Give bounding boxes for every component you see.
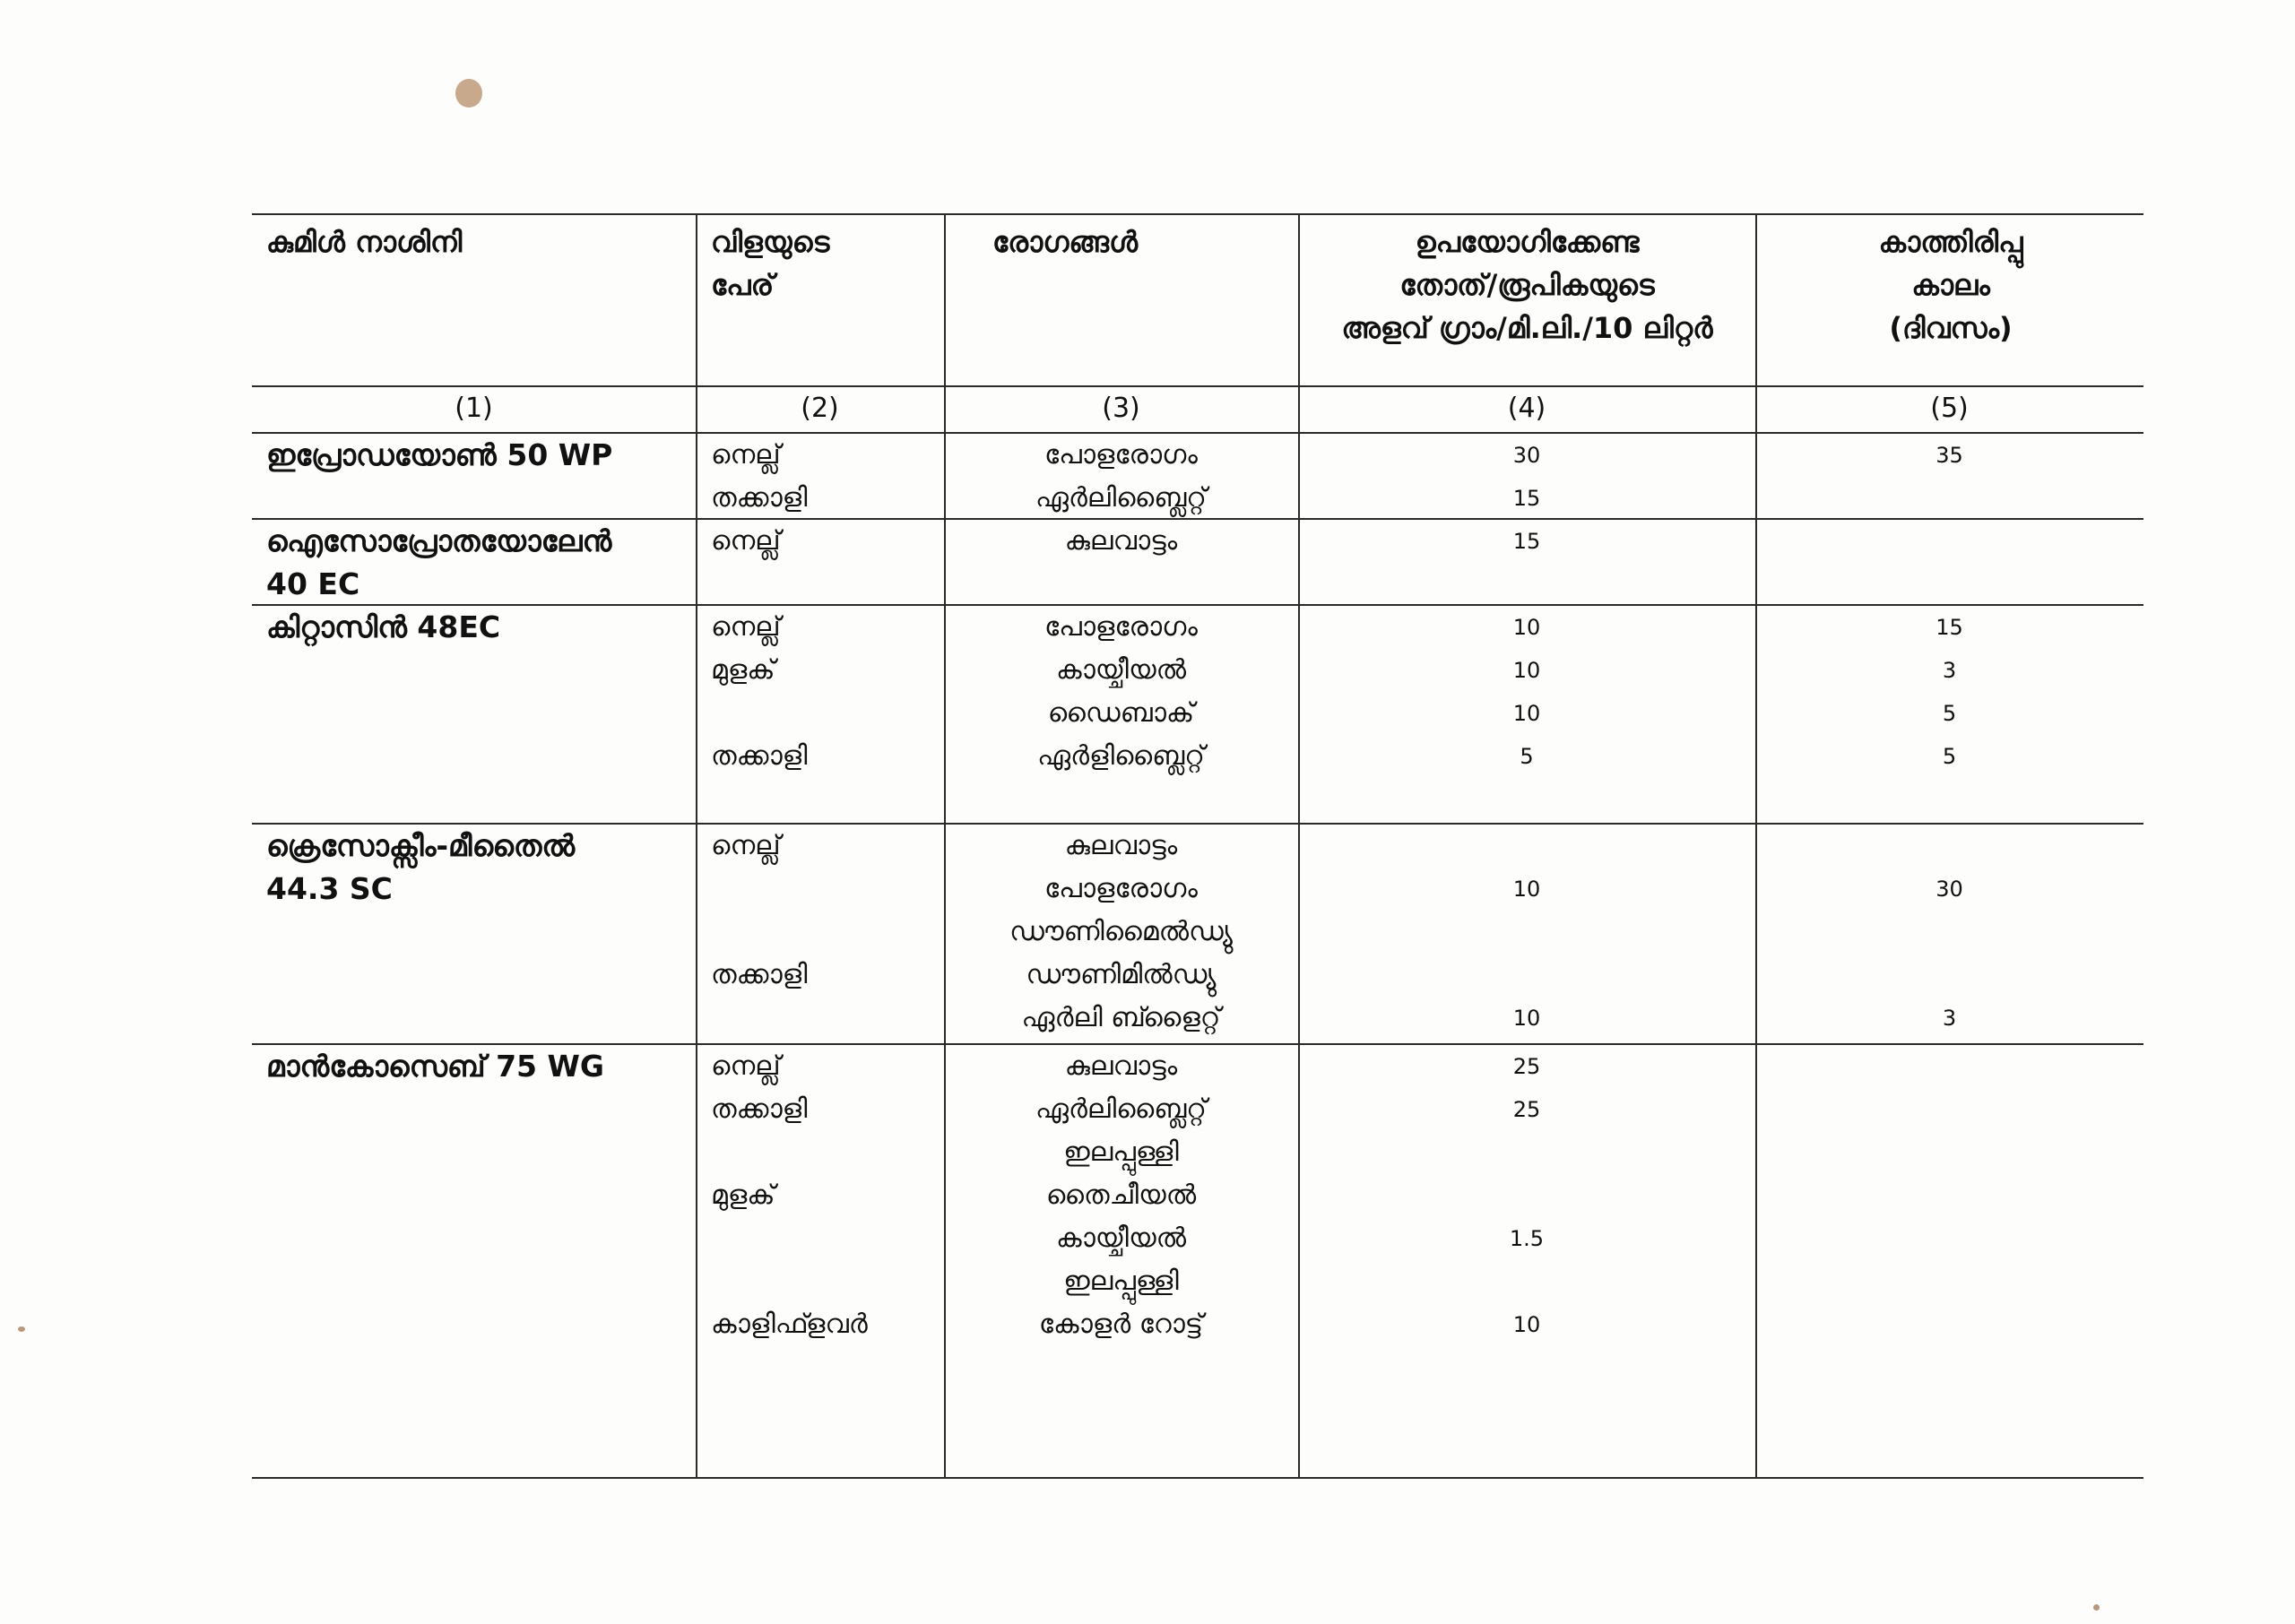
waiting-days: 5 xyxy=(1942,744,1957,769)
column-number: (4) xyxy=(1507,393,1546,424)
disease-name: ഏർലിബ്ലൈറ്റ് xyxy=(1035,482,1207,514)
dosage-value: 1.5 xyxy=(1509,1226,1545,1251)
crop-name: കാളിഫ്ളവർ xyxy=(711,1309,868,1340)
dosage-value: 10 xyxy=(1512,1312,1541,1337)
dosage-value: 10 xyxy=(1512,701,1541,726)
dosage-value: 10 xyxy=(1512,877,1541,902)
fungicide-name: ക്രെസോക്സീം-മീതൈൽ 44.3 SC xyxy=(266,828,576,906)
crop-name: നെല്ല് xyxy=(711,525,781,557)
dosage-value: 25 xyxy=(1512,1054,1541,1079)
header-fungicide: കുമിൾ നാശിനി xyxy=(266,225,463,259)
disease-name: ഡൗണിമിൽഡ്യു xyxy=(1026,959,1217,990)
disease-name: ഡൈബാക് xyxy=(1047,697,1195,729)
crop-name: മുളക് xyxy=(711,1179,775,1211)
crop-name: തക്കാളി xyxy=(711,740,808,772)
dosage-value: 15 xyxy=(1512,529,1541,554)
dosage-value: 30 xyxy=(1512,443,1541,468)
fungicide-name: ഐസോപ്രോതയോലേൻ 40 EC xyxy=(266,523,612,601)
column-number: (3) xyxy=(1102,393,1140,424)
waiting-days: 15 xyxy=(1936,615,1963,640)
disease-name: തൈചീയൽ xyxy=(1045,1179,1197,1211)
dosage-value: 10 xyxy=(1512,615,1541,640)
disease-name: ഇലപ്പുള്ളി xyxy=(1063,1136,1179,1168)
disease-name: ഡൗണിമൈൽഡ്യു xyxy=(1009,916,1233,947)
table-top-rule xyxy=(252,213,2143,215)
disease-name: കായ്ചീയൽ xyxy=(1055,654,1187,686)
disease-name: പോളരോഗം xyxy=(1044,611,1198,643)
header-diseases: രോഗങ്ങൾ xyxy=(992,225,1139,259)
disease-name: കുലവാട്ടം xyxy=(1064,1050,1178,1082)
waiting-days: 35 xyxy=(1936,443,1963,468)
dosage-value: 5 xyxy=(1520,744,1534,769)
crop-name: തക്കാളി xyxy=(711,482,808,514)
fungicide-table xyxy=(252,213,2143,1479)
dosage-value: 10 xyxy=(1512,658,1541,683)
dosage-value: 10 xyxy=(1512,1006,1541,1031)
crop-name: നെല്ല് xyxy=(711,611,781,643)
disease-name: കുലവാട്ടം xyxy=(1064,525,1178,557)
header-dosage: ഉപയോഗിക്കേണ്ട തോത്/രൂപികയുടെ അളവ് ഗ്രാം/മി.ലി./10 ലിറ്റർ xyxy=(1341,225,1713,345)
dosage-value: 25 xyxy=(1512,1097,1541,1122)
waiting-days: 3 xyxy=(1942,658,1957,683)
scan-speck xyxy=(18,1326,25,1332)
disease-name: ഏർലിബ്ലൈറ്റ് xyxy=(1035,1093,1207,1125)
fungicide-name: കിറ്റാസിൻ 48EC xyxy=(266,609,501,644)
fungicide-name: ഇപ്രോഡയോൺ 50 WP xyxy=(266,437,613,472)
crop-name: നെല്ല് xyxy=(711,830,781,861)
crop-name: നെല്ല് xyxy=(711,439,781,471)
disease-name: പോളരോഗം xyxy=(1044,439,1198,471)
disease-name: കുലവാട്ടം xyxy=(1064,830,1178,861)
table-bottom-rule xyxy=(252,1477,2143,1479)
crop-name: തക്കാളി xyxy=(711,959,808,990)
scan-speck xyxy=(2093,1604,2100,1611)
crop-name: തക്കാളി xyxy=(711,1093,808,1125)
disease-name: കായ്ചീയൽ xyxy=(1055,1222,1187,1254)
disease-name: ഇലപ്പുള്ളി xyxy=(1063,1266,1179,1297)
column-number: (1) xyxy=(455,393,493,424)
column-number: (2) xyxy=(801,393,839,424)
header-crop-name: വിളയുടെ പേര് xyxy=(711,225,830,302)
dosage-value: 15 xyxy=(1512,486,1541,511)
header-waiting-period: കാത്തിരിപ്പു കാലം (ദിവസം) xyxy=(1878,225,2023,345)
crop-name: മുളക് xyxy=(711,654,775,686)
crop-name: നെല്ല് xyxy=(711,1050,781,1082)
fungicide-name: മാൻകോസെബ് 75 WG xyxy=(266,1049,604,1084)
disease-name: ഏർലി ബ്ളൈറ്റ് xyxy=(1021,1002,1221,1033)
scan-speck xyxy=(455,79,482,108)
disease-name: ഏർളിബ്ലൈറ്റ് xyxy=(1037,740,1205,772)
waiting-days: 3 xyxy=(1942,1006,1957,1031)
waiting-days: 30 xyxy=(1936,877,1963,902)
disease-name: പോളരോഗം xyxy=(1044,873,1198,904)
disease-name: കോളർ റോട്ട് xyxy=(1038,1309,1204,1340)
waiting-days: 5 xyxy=(1942,701,1957,726)
column-number: (5) xyxy=(1930,393,1969,424)
